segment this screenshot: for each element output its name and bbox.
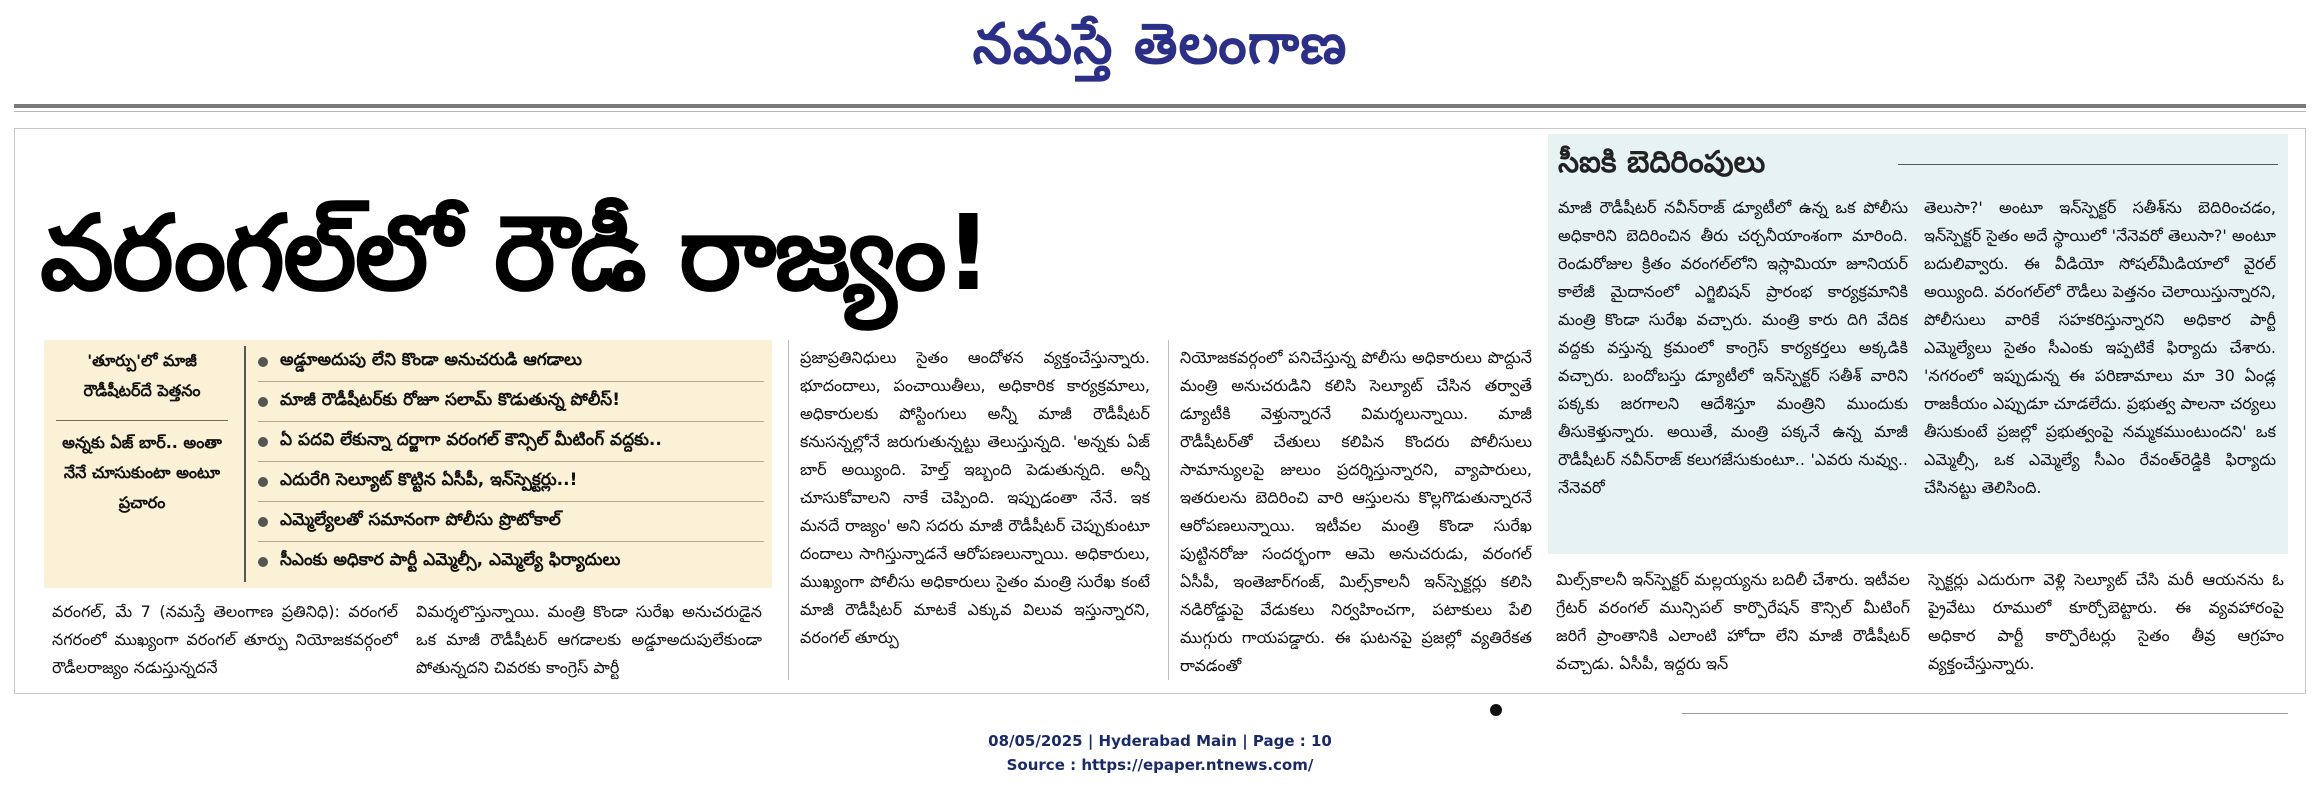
highlight-text: ఎమ్మెల్యేలతో సమానంగా పోలీసు ప్రొటోకాల్ [280,509,561,530]
bottom-rule [1682,713,2288,714]
article-headline: వరంగల్‌లో రౌడీ రాజ్యం! [40,192,991,314]
highlight-text: సీఎంకు అధికార పార్టీ ఎమ్మెల్సీ, ఎమ్మెల్యే ఫిర్యాదులు [280,550,621,570]
bullet-icon [258,517,268,527]
sidebar-box [1548,134,2288,554]
body-column-5: మిల్స్‌కాలనీ ఇన్‌స్పెక్టర్ మల్లయ్యను బదిలీ చేశారు. ఇటీవల గ్రేటర్ వరంగల్ మున్సిపల్ కార్పొరేషన్ కౌన్సిల్ మీటింగ్ జరిగే ప్రాంతానికి ఎలాంటి హోదా లేని మాజీ రౌడీషీటర్ వచ్చాడు. ఏసీపీ, ఇద్దరు ఇన్ [1556,570,1910,673]
highlight-text: ఏ పదవి లేకున్నా దర్జాగా వరంగల్ కౌన్సిల్ మీటింగ్ వద్దకు.. [280,429,662,450]
column-rule [1168,340,1169,680]
highlight-item [258,542,764,582]
highlight-text: మాజీ రౌడీషీటర్‌కు రోజూ సలామ్ కొడుతున్న పోలీస్! [280,389,620,410]
kicker-2: అన్నకు ఏజ్ బార్.. అంతా నేనే చూసుకుంటా అంటూ ప్రచారం [62,433,222,512]
footer-source: Source : https://epaper.ntnews.com/ [1006,756,1314,774]
bullet-icon [258,477,268,487]
bullet-icon [258,557,268,567]
kicker-column [44,340,240,588]
highlight-text: అడ్డూఅదుపు లేని కొండా అనుచరుడి ఆగడాలు [280,349,582,370]
body-column-4: నియోజకవర్గంలో పనిచేస్తున్న పోలీసు అధికారులు పొద్దునే మంత్రి అనుచరుడిని కలిసి సెల్యూట్ చేసిన తర్వాతే డ్యూటీకి వెళ్తున్నారనే విమర్శలున్నాయి. మాజీ రౌడీషీటర్‌తో చేతులు కలిపిన కొందరు పోలీసులు సామాన్యులపై జులుం ప్రదర్శిస్తున్నారని, వ్యాపారులు, ఇతరులను బెదిరించి వారి ఆస్తులను కొల్లగొడుతున్నారనే ఆరోపణలున్నాయి. ఇటీవల మంత్రి కొండా సురేఖ పుట్టినరోజు సందర్భంగా ఆమె అనుచరుడు, వరంగల్ ఏసీపీ, ఇంతెజార్‌గంజ్, మిల్స్‌కాలనీ ఇన్‌స్పెక్టర్లు కలిసి నడిరోడ్డుపై వేడుకలు నిర్వహించగా, పటాకులు పేలి ముగ్గురు గాయపడ్డారు. ఈ ఘటనపై ప్రజల్లో వ్యతిరేకత రావడంతో [1180,348,1532,675]
highlights-list [258,342,764,582]
sidebar-title: సీఐకి బెదిరింపులు [1558,145,1766,180]
bullet-icon [258,437,268,447]
highlights-box [44,340,772,588]
masthead-rule [14,104,2306,108]
highlight-item [258,342,764,382]
bullet-icon [258,397,268,407]
masthead-logo: నమస్తే తెలంగాణ [972,11,1348,77]
highlight-item [258,382,764,422]
highlight-item [258,422,764,462]
body-column-3: ప్రజాప్రతినిధులు సైతం ఆందోళన వ్యక్తంచేస్తున్నారు. భూదందాలు, పంచాయితీలు, అధికారిక కార్యక్రమాలు, అధికారులకు పోస్టింగులు అన్నీ మాజీ రౌడీషీటర్ కనుసన్నల్లోనే జరుగుతున్నట్టు తెలుస్తున్నది. 'అన్నకు ఏజ్ బార్ అయ్యింది. హెల్త్ ఇబ్బంది పెడుతున్నది. అన్నీ చూసుకోవాలని నాకే చెప్పింది. ఇప్పుడంతా నేనే. ఇక మనదే రాజ్యం' అని సదరు మాజీ రౌడీషీటర్ చెప్పుకుంటూ దందాలు సాగిస్తున్నాడనే ఆరోపణలున్నాయి. అధికారులు, ముఖ్యంగా పోలీసు అధికారులు సైతం మంత్రి సురేఖ కంటే మాజీ రౌడీషీటర్ మాటకే ఎక్కువ విలువ ఇస్తున్నారని, వరంగల్ తూర్పు [800,348,1150,647]
column-rule [788,340,789,680]
highlight-item [258,502,764,542]
highlight-text: ఎదురేగి సెల్యూట్ కొట్టిన ఏసీపీ, ఇన్‌స్పెక్టర్లు..! [280,469,578,490]
continuation-dot [1490,704,1502,716]
body-column-2: విమర్శలొస్తున్నాయి. మంత్రి కొండా సురేఖ అనుచరుడైన ఒక మాజీ రౌడీషీటర్ ఆగడాలకు అడ్డూఅదుపులేకుండా పోతున్నదని చివరకు కాంగ్రెస్ పార్టీ [416,602,762,677]
footer-dateline: 08/05/2025 | Hyderabad Main | Page : 10 [988,732,1332,750]
sidebar-column-2: తెలుసా?' అంటూ ఇన్‌స్పెక్టర్ సతీశ్‌ను బెదిరించడం, ఇన్‌స్పెక్టర్ సైతం అదే స్థాయిలో 'నేనెవరో తెలుసా?' అంటూ బదులివ్వారు. ఈ వీడియో సోషల్‌మీడియాలో వైరల్ అయ్యింది. వరంగల్‌లో రౌడీలు పెత్తనం చెలాయిస్తున్నారని, పోలీసులు వారికే సహకరిస్తున్నారని అధికార పార్టీ ఎమ్మెల్యేలు సైతం సీఎంకు ఇప్పటికే ఫిర్యాదు చేశారు. 'నగరంలో ఇప్పుడున్న ఈ పరిణామాలు మా 30 ఏండ్ల రాజకీయం ఎప్పుడూ చూడలేదు. ప్రభుత్వ పాలనా చర్యలు తీసుకుంటే ప్రజల్లో ప్రభుత్వంపై నమ్మకముంటుందని' ఒక ఎమ్మెల్సీ, ఒక ఎమ్మెల్యే సీఎం రేవంత్‌రెడ్డికి ఫిర్యాదు చేసినట్టు తెలిసింది. [1924,198,2276,497]
sidebar-column-1: మాజీ రౌడీషీటర్ నవీన్‌రాజ్ డ్యూటీలో ఉన్న ఒక పోలీసు అధికారిని బెదిరించిన తీరు చర్చనీయాంశంగా మారింది. రెండురోజుల క్రితం వరంగల్‌లోని ఇస్లామియా జూనియర్ కాలేజీ మైదానంలో ఎగ్జిబిషన్ ప్రారంభ కార్యక్రమానికి మంత్రి కొండా సురేఖ వచ్చారు. మంత్రి కారు దిగి వేదిక వద్దకు వస్తున్న క్రమంలో కాంగ్రెస్ కార్యకర్తలు అక్కడికి వచ్చారు. బందోబస్తు డ్యూటీలో ఇన్‌స్పెక్టర్ సతీశ్ వారిని పక్కకు జరగాలని ఆదేశిస్తూ మంత్రిని ముందుకు తీసుకెళ్తున్నారు. అయితే, మంత్రి పక్కనే ఉన్న మాజీ రౌడీషీటర్ నవీన్‌రాజ్ కలుగజేసుకుంటూ.. 'ఎవరు నువ్వు.. నేనెవరో [1558,198,1908,497]
bullet-icon [258,357,268,367]
kicker-divider [56,420,228,421]
highlight-item [258,462,764,502]
body-column-1: వరంగల్, మే 7 (నమస్తే తెలంగాణ ప్రతినిధి): వరంగల్ నగరంలో ముఖ్యంగా వరంగల్ తూర్పు నియోజకవర్గంలో రౌడీలరాజ్యం నడుస్తున్నదనే [52,602,398,677]
highlights-divider [244,346,246,582]
masthead-rule-thin [14,111,2306,112]
kicker-1: 'తూర్పు'లో మాజీ రౌడీషీటర్‌దే పెత్తనం [83,351,201,400]
body-column-6: స్పెక్టర్లు ఎదురుగా వెళ్లి సెల్యూట్ చేసి మరీ ఆయనను ఓ ప్రైవేటు రూములో కూర్చోబెట్టారు. ఈ వ్యవహారంపై అధికార పార్టీ కార్పొరేటర్లు సైతం తీవ్ర ఆగ్రహం వ్యక్తంచేస్తున్నారు. [1928,570,2284,673]
sidebar-title-rule [1898,164,2278,165]
